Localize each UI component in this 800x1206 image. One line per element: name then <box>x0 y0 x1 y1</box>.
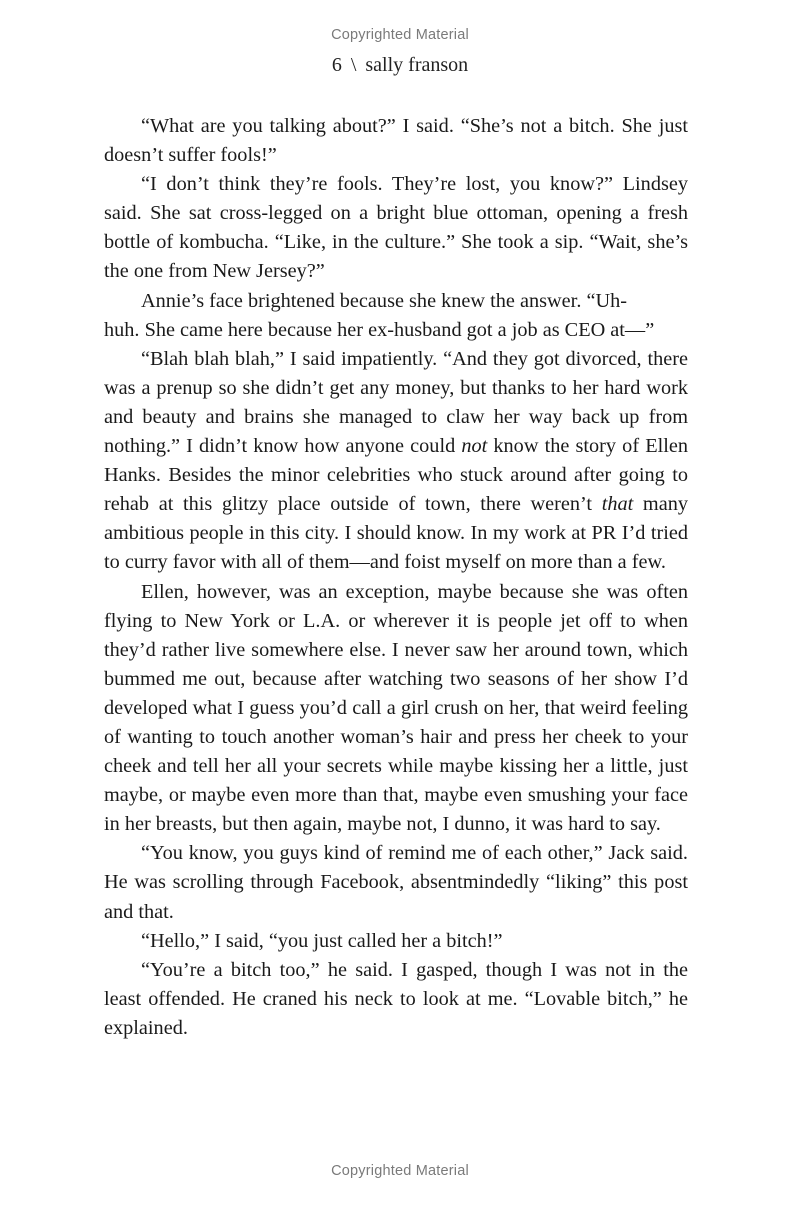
paragraph-text: “Blah blah blah,” I said impatiently. “And they got divorced, there was a prenup so she didn’t get any money, but thanks to her hard work and beauty and brains she managed to claw her way back up from nothing.” I didn’t know how anyone could <box>104 347 688 458</box>
running-head <box>0 54 800 77</box>
paragraph: “Hello,” I said, “you just called her a bitch!” <box>141 929 503 952</box>
paragraph: “You’re a bitch too,” he said. I gasped, though I was not in the least offended. He craned his neck to look at me. “Lovable bitch,” he explained. <box>104 958 688 1039</box>
paragraph <box>104 345 688 578</box>
running-head-separator: \ <box>350 54 357 76</box>
page-number: 6 <box>331 54 342 76</box>
page-body <box>104 112 688 1043</box>
emphasis-text: that <box>601 493 634 516</box>
paragraph: Annie’s face brightened because she knew the answer. “Uh- huh. She came here because her ex-husband got a job as CEO at—” <box>104 289 655 341</box>
paragraph: Ellen, however, was an exception, maybe because she was often flying to New York or L.A. or wherever it is people jet off to when they’d rather live somewhere else. I never saw her around town, which bummed me out, because after watching two seasons of her show I’d developed what I guess you’d call a girl crush on her, that weird feeling of wanting to touch another woman’s hair and press her cheek to your cheek and tell her all your secrets while maybe kissing her a little, just maybe, or maybe even more than that, maybe even smushing your face in her breasts, but then again, maybe not, I dunno, it was hard to say. <box>104 580 688 836</box>
paragraph-text: know the story of Ellen Hanks. Besides the minor celebrities who stuck around after going to rehab at this glitzy place outside of town, there weren’t <box>104 435 688 516</box>
emphasis-text: not <box>461 435 488 458</box>
copyright-watermark-top: Copyrighted Material <box>331 27 469 43</box>
paragraph: “I don’t think they’re fools. They’re lost, you know?” Lindsey said. She sat cross-legged on a bright blue ottoman, opening a fresh bottle of kombucha. “Like, in the culture.” She took a sip. “Wait, she’s the one from New Jersey?” <box>104 173 688 283</box>
paragraph: “You know, you guys kind of remind me of each other,” Jack said. He was scrolling through Facebook, absentmindedly “liking” this post and that. <box>104 842 688 923</box>
paragraph-text: many ambitious people in this city. I should know. In my work at PR I’d tried to curry favor with all of them—and foist myself on more than a few. <box>104 493 688 574</box>
copyright-watermark-bottom: Copyrighted Material <box>331 1163 469 1179</box>
paragraph: “What are you talking about?” I said. “She’s not a bitch. She just doesn’t suffer fools!” <box>104 115 688 167</box>
running-head-author: sally franson <box>365 54 469 76</box>
